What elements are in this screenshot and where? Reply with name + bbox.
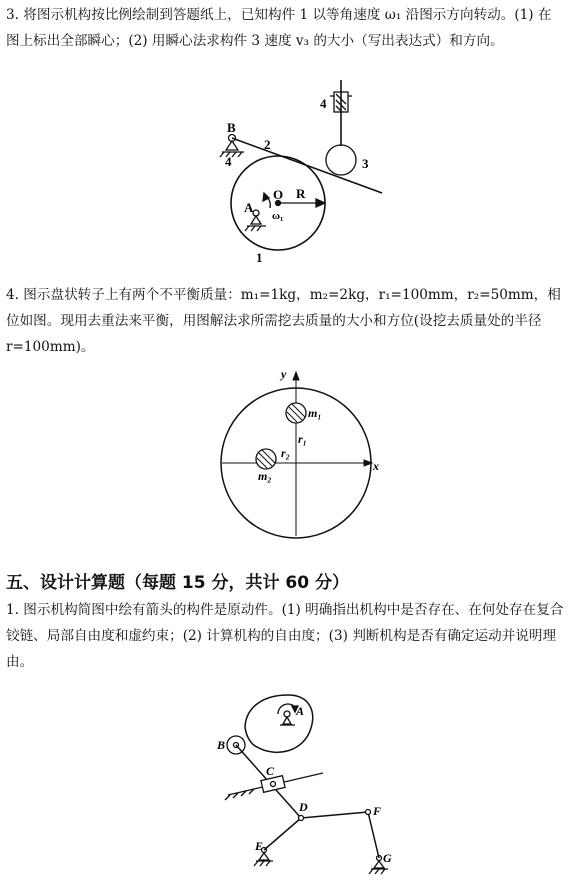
label-A2: A bbox=[296, 704, 305, 718]
label-r1: r₁ bbox=[298, 432, 307, 446]
section-heading: 五、设计计算题（每题 15 分，共计 60 分） bbox=[6, 573, 349, 593]
label-O: O bbox=[273, 187, 284, 202]
q4-text: 4. 图示盘状转子上有两个不平衡质量：m₁=1kg，m₂=2kg，r₁=100mm，r₂=50mm，相位如图。现用去重法来平衡，用图解法求所需挖去质量的大小和方位(设挖去质量处的半径 r=100mm)。 bbox=[6, 287, 561, 355]
label-omega1: ω₁ bbox=[272, 210, 284, 222]
label-m1: m₁ bbox=[308, 406, 322, 420]
label-B2: B bbox=[217, 738, 226, 752]
label-E: E bbox=[255, 839, 264, 853]
label-r2: r₂ bbox=[281, 446, 290, 460]
label-2: 2 bbox=[264, 137, 271, 152]
label-4-bottom: 4 bbox=[225, 154, 232, 169]
q3-text: 3. 将图示机构按比例绘制到答题纸上，已知构件 1 以等角速度 ω₁ 沿图示方向转动。(1) 在图上标出全部瞬心；(2) 用瞬心法求构件 3 速度 v₃ 的大小（写出表达式）和方向。 bbox=[6, 7, 552, 49]
label-B: B bbox=[227, 120, 236, 135]
label-1: 1 bbox=[256, 250, 263, 265]
label-x: x bbox=[373, 459, 379, 473]
label-C: C bbox=[266, 764, 275, 778]
label-m2: m₂ bbox=[258, 469, 272, 483]
q5-1-text: 1. 图示机构简图中绘有箭头的构件是原动件。(1) 明确指出机构中是否存在、在何处存在复合铰链、局部自由度和虚约束；(2) 计算机构的自由度；(3) 判断机构是否有确定运动并说明理由。 bbox=[6, 602, 564, 670]
label-A: A bbox=[244, 200, 254, 215]
label-F: F bbox=[373, 804, 382, 818]
label-R: R bbox=[296, 186, 306, 201]
label-3: 3 bbox=[362, 156, 369, 171]
label-4-top: 4 bbox=[320, 96, 327, 111]
label-y: y bbox=[281, 367, 287, 381]
label-D: D bbox=[299, 800, 308, 814]
label-G: G bbox=[383, 851, 392, 865]
